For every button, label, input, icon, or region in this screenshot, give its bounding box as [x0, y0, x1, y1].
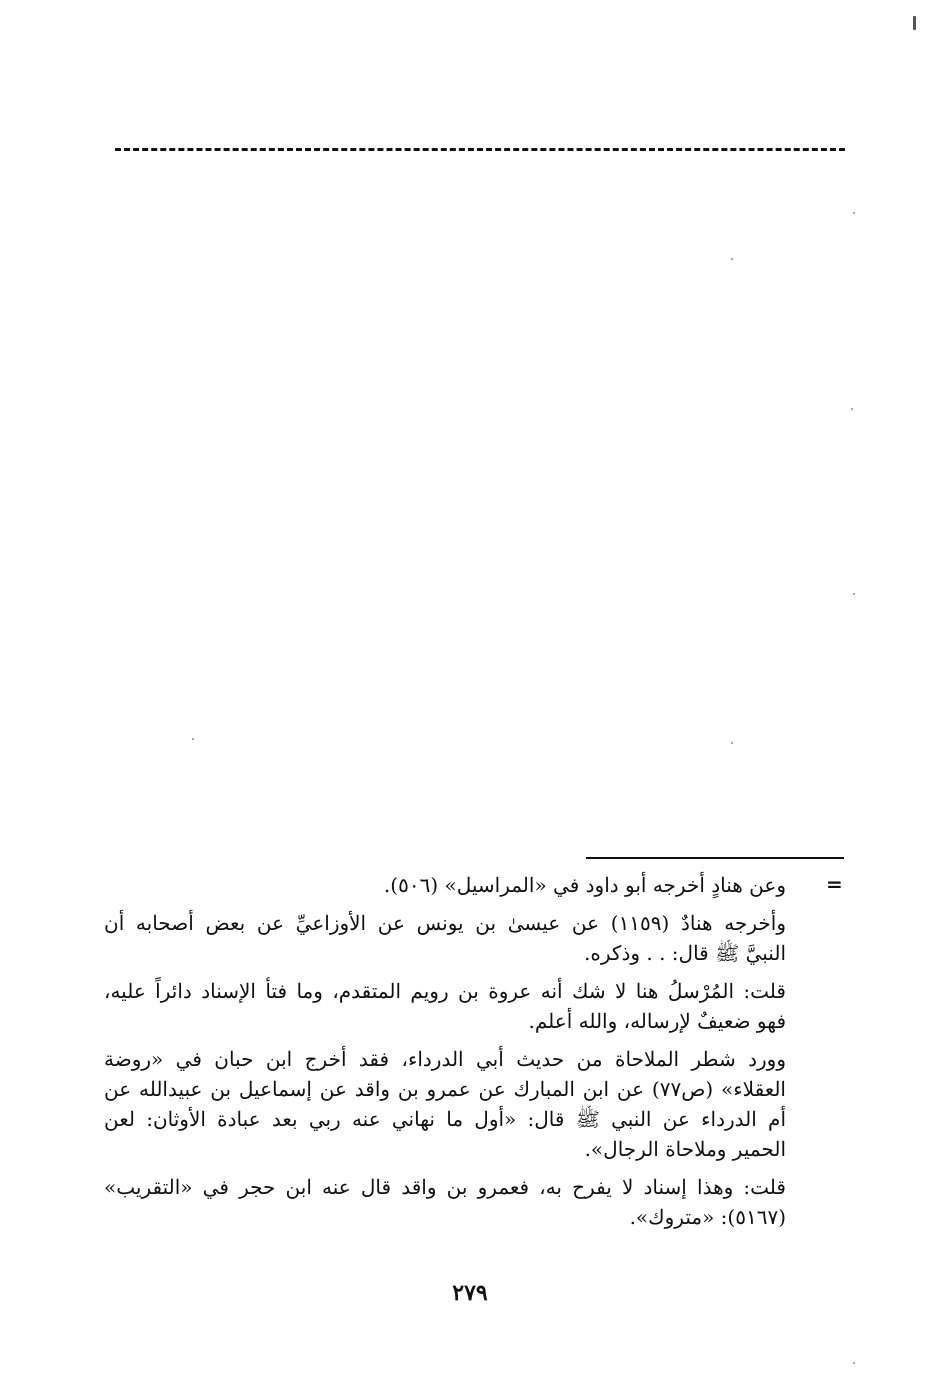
footnote-paragraph-2 [104, 908, 786, 968]
footnote-line: الحمير وملاحاة الرجال». [584, 1137, 786, 1161]
footnote-line: النبيَّ ﷺ قال: . . وذكره. [584, 941, 786, 965]
footnote-line: وعن هنادٍ أخرجه أبو داود في «المراسيل» (٥٠٦). [383, 873, 786, 897]
footnote-line: قلت: وهذا إسناد لا يفرح به، فعمرو بن واقد قال عنه ابن حجر في «التقريب» [104, 1175, 786, 1199]
footnote-paragraph-4 [104, 1044, 786, 1164]
footnote-line: العقلاء» (ص٧٧) عن ابن المبارك عن عمرو بن واقد عن إسماعيل بن عبيدالله عن [104, 1077, 786, 1101]
footnote-line: وأخرجه هنادٌ (١١٥٩) عن عيسىٰ بن يونس عن الأوزاعيِّ عن بعض أصحابه أن [104, 911, 786, 935]
footnote-separator-rule [586, 857, 844, 859]
footnote-paragraph-5 [104, 1172, 786, 1232]
footnote-continuation-mark: = [826, 872, 843, 896]
scan-speck [853, 593, 855, 595]
footnotes-block [104, 870, 786, 1240]
footnote-line: أم الدرداء عن النبي ﷺ قال: «أول ما نهاني عنه ربي بعد عبادة الأوثان: لعن [104, 1107, 786, 1131]
scan-speck [913, 16, 916, 30]
dashed-separator-rule [115, 148, 845, 155]
scan-speck [853, 212, 855, 214]
scan-speck [192, 738, 194, 740]
footnote-line: (٥١٦٧): «متروك». [629, 1205, 786, 1229]
footnote-paragraph-3 [104, 976, 786, 1036]
scan-speck [851, 408, 853, 410]
scan-speck [731, 258, 733, 260]
page-number: ٢٧٩ [452, 1280, 488, 1306]
footnote-paragraph-1 [104, 870, 786, 900]
footnote-line: وورد شطر الملاحاة من حديث أبي الدرداء، فقد أخرج ابن حبان في «روضة [104, 1047, 786, 1071]
footnote-line: قلت: المُرْسلُ هنا لا شك أنه عروة بن رويم المتقدم، وما فتأ الإسناد دائراً عليه، [104, 979, 786, 1003]
scan-speck [731, 742, 733, 744]
footnote-line: فهو ضعيفٌ لإرساله، والله أعلم. [528, 1009, 786, 1033]
scan-speck [853, 1362, 855, 1364]
